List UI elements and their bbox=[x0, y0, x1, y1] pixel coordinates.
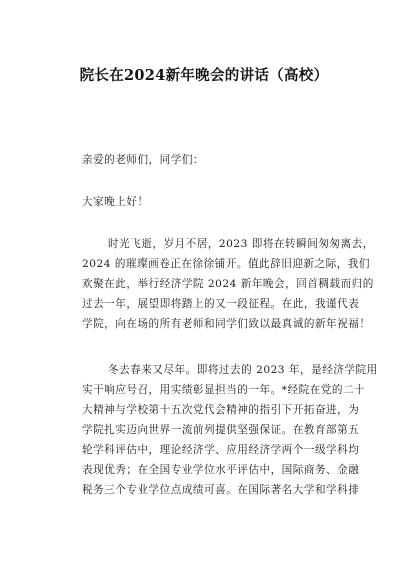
document-title: 院长在2024新年晚会的讲话（高校） bbox=[79, 67, 329, 84]
paragraph1-line: 过去一年，展望即将踏上的又一段征程。在此，我谨代表 bbox=[82, 298, 360, 310]
paragraph2-line: 表现优秀；在全国专业学位水平评估中，国际商务、金融 bbox=[82, 464, 360, 476]
paragraph2-line: 大精神与学校第十五次党代会精神的指引下开拓奋进，为 bbox=[82, 404, 360, 416]
paragraph2-line: 学院扎实迈向世界一流前列提供坚强保证。在教育部第五 bbox=[82, 424, 360, 436]
paragraph2-line: 冬去春来又尽年。即将过去的 2023 年，是经济学院用 bbox=[108, 364, 378, 376]
salutation-line: 大家晚上好！ bbox=[82, 196, 149, 208]
paragraph2-line: 实干响应号召，用实绩彰显担当的一年。*经院在党的二十 bbox=[82, 384, 366, 396]
paragraph1-line: 学院，向在场的所有老师和同学们致以最真诚的新年祝福！ bbox=[82, 318, 371, 330]
greeting-line: 亲爱的老师们，同学们： bbox=[82, 154, 205, 166]
paragraph2-line: 税务三个专业学位点成绩可喜。在国际著名大学和学科排 bbox=[82, 484, 360, 496]
paragraph2-line: 轮学科评估中，理论经济学、应用经济学两个一级学科均 bbox=[82, 444, 360, 456]
paragraph1-line: 时光飞逝，岁月不居，2023 即将在转瞬间匆匆离去， bbox=[108, 238, 374, 250]
paragraph1-line: 欢聚在此，举行经济学院 2024 新年晚会，回首稠载而归的 bbox=[82, 278, 374, 290]
paragraph1-line: 2024 的璀璨画卷正在徐徐铺开。值此辞旧迎新之际，我们 bbox=[82, 258, 370, 270]
